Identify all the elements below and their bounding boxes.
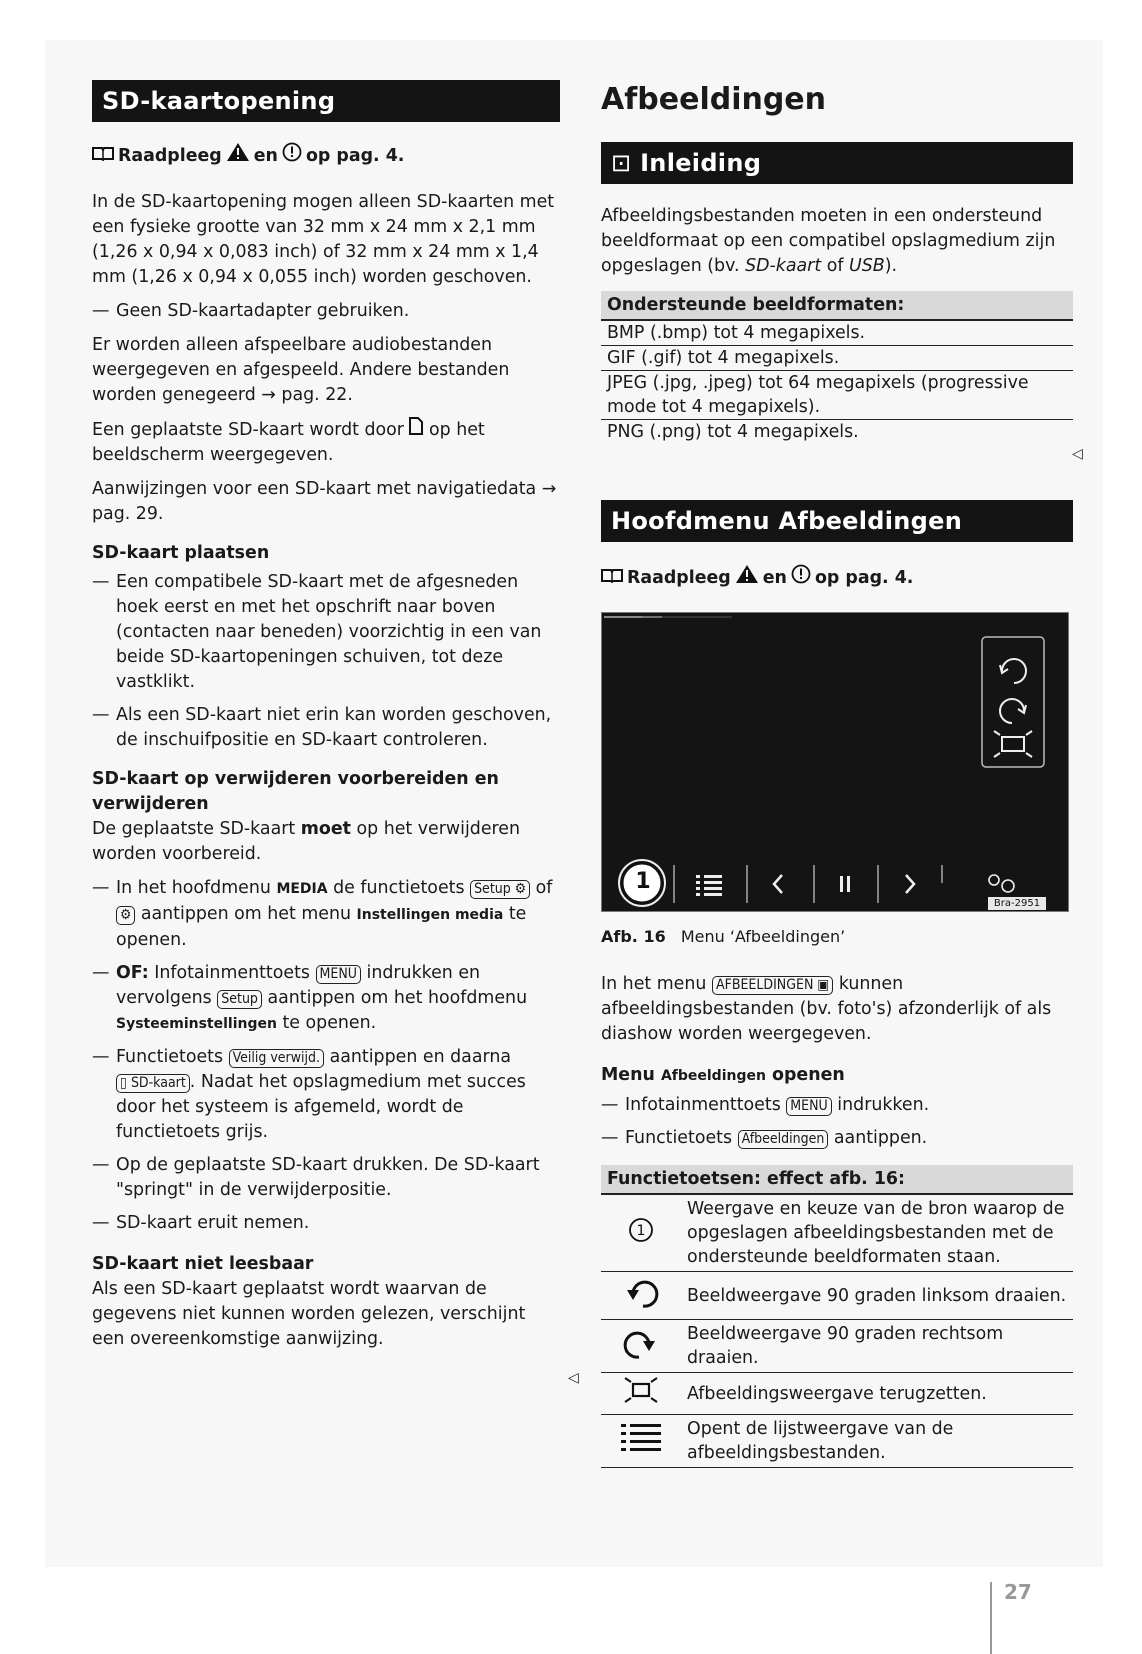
figure-caption	[601, 926, 1073, 948]
key-label: SD-kaart	[130, 1075, 186, 1091]
text-fragment: of	[535, 878, 553, 898]
ref-mid: en	[762, 567, 787, 588]
table-cell: Afbeeldingsweergave terugzetten.	[681, 1373, 1073, 1415]
figure-code: Bra-2951	[993, 898, 1041, 909]
table-row	[601, 371, 1073, 420]
setup-key: Setup	[217, 990, 262, 1009]
list-item: — Geen SD-kaartadapter gebruiken.	[92, 299, 560, 324]
pause-icon	[840, 876, 850, 892]
paragraph-verwijderen	[92, 817, 560, 867]
sd-card-icon: ▯	[120, 1075, 127, 1091]
list-item	[92, 961, 560, 1037]
text-italic: SD-kaart	[745, 256, 822, 276]
function-keys-table	[601, 1165, 1073, 1468]
text-fragment: te openen.	[282, 1013, 377, 1033]
table-row	[601, 1272, 1073, 1320]
ref-post: op pag. 4.	[814, 567, 914, 588]
paragraph-navdata: Aanwijzingen voor een SD-kaart met navigatiedata → pag. 29.	[92, 479, 557, 524]
text-emphasis: moet	[300, 819, 351, 839]
text-fragment: In het menu	[601, 974, 707, 994]
table-cell: Weergave en keuze van de bron waarop de opgeslagen afbeeldingsbestanden met de ondersteunde beeldformaten staan.	[681, 1194, 1073, 1272]
formats-table	[601, 291, 1073, 444]
text-fragment: op het beeldscherm weergegeven.	[92, 420, 485, 465]
paragraph-display	[92, 417, 560, 468]
text-fragment: aantippen om het menu	[140, 904, 352, 924]
caption-number: Afb. 16	[601, 927, 666, 946]
end-of-section-icon: ◁	[568, 1370, 579, 1386]
list-view-icon	[696, 875, 722, 896]
table-row	[601, 1320, 1073, 1373]
paragraph-leesbaar: Als een SD-kaart geplaatst wordt waarvan de gegevens niet kunnen worden gelezen, verschijnt een overeenkomstige aanwijzing.	[92, 1279, 526, 1349]
book-icon: ⊡	[611, 149, 632, 177]
menu-name: Systeeminstellingen	[116, 1016, 277, 1032]
settings-icon: ⚙	[116, 906, 135, 925]
text-italic: USB	[848, 256, 885, 276]
text-fragment: Een geplaatste SD-kaart wordt door	[92, 420, 404, 440]
book-icon	[601, 566, 623, 591]
list-item	[92, 876, 560, 953]
table-cell: Beeldweergave 90 graden rechtsom draaien.	[681, 1320, 1073, 1373]
table-row	[601, 1194, 1073, 1272]
reference-line	[601, 564, 1073, 592]
list-item: — Een compatibele SD-kaart met de afgesneden hoek eerst en met het opschrift naar boven (contacten naar beneden) voorzichtig in een van beide SD-kaartopeningen schuiven, tot deze vastklikt.	[92, 570, 560, 695]
table-row	[601, 1415, 1073, 1468]
table-row	[601, 420, 1073, 445]
images-menu-screenshot	[601, 612, 1069, 912]
reset-view-icon	[601, 1373, 681, 1415]
sd-card-icon	[409, 417, 423, 443]
settings-icon: ⚙	[514, 881, 527, 897]
table-header: Ondersteunde beeldformaten:	[601, 291, 1073, 320]
paragraph-afbeeldingen-menu	[601, 972, 1073, 1047]
warning-icon	[735, 564, 759, 592]
text-fragment: Infotainmenttoets	[625, 1095, 781, 1115]
next-icon	[906, 875, 914, 893]
menu-key: MENU	[316, 965, 361, 984]
section-title-text: Inleiding	[640, 149, 762, 177]
text-fragment: aantippen om het hoofdmenu	[267, 988, 528, 1008]
heading-plaatsen: SD-kaart plaatsen	[92, 543, 270, 563]
svg-text:1: 1	[636, 1222, 646, 1239]
list-view-icon	[601, 1415, 681, 1468]
paragraph-intro	[601, 204, 1073, 279]
list-item: — SD-kaart eruit nemen.	[92, 1211, 560, 1236]
rotate-left-icon	[601, 1272, 681, 1320]
text-fragment: of	[826, 256, 844, 276]
table-row	[601, 346, 1073, 371]
caption-text: Menu ‘Afbeeldingen’	[680, 927, 846, 946]
menu-name: Instellingen media	[356, 907, 504, 923]
dash-list-adapter	[92, 299, 560, 324]
list-item: — Als een SD-kaart niet erin kan worden geschoven, de inschuifpositie en SD-kaart controleren.	[92, 703, 560, 753]
text-fragment: aantippen en daarna	[329, 1047, 512, 1067]
table-cell: GIF (.gif) tot 4 megapixels.	[601, 346, 1073, 371]
paragraph-sd-size: In de SD-kaartopening mogen alleen SD-kaarten met een fysieke grootte van 32 mm x 24 mm x 2,1 mm (1,26 x 0,94 x 0,083 inch) of 32 mm x 24 mm x 1,4 mm (1,26 x 0,94 x 0,055 inch) worden geschoven.	[92, 192, 555, 287]
text-fragment: de functietoets	[333, 878, 465, 898]
table-cell: Beeldweergave 90 graden linksom draaien.	[681, 1272, 1073, 1320]
ref-post: op pag. 4.	[305, 145, 405, 166]
settings-icon	[989, 875, 1014, 892]
text-fragment: indrukken.	[837, 1095, 930, 1115]
ref-pre: Raadpleeg	[627, 567, 731, 588]
left-column	[92, 80, 560, 1361]
page-number: 27	[1004, 1580, 1032, 1604]
heading-leesbaar: SD-kaart niet leesbaar	[92, 1254, 314, 1274]
dash-list-verwijderen	[92, 876, 560, 1236]
table-cell: BMP (.bmp) tot 4 megapixels.	[601, 320, 1073, 346]
table-header: Functietoetsen: effect afb. 16:	[601, 1165, 1073, 1194]
text-fragment: . Nadat het opslagmedium met succes door het systeem is afgemeld, wordt de functietoets grijs.	[116, 1072, 526, 1142]
warning-icon	[226, 142, 250, 170]
heading-verwijderen: SD-kaart op verwijderen voorbereiden en verwijderen	[92, 769, 499, 814]
table-cell: Opent de lijstweergave van de afbeeldingsbestanden.	[681, 1415, 1073, 1468]
sd-card-key	[116, 1074, 190, 1093]
text-fragment: op het verwijderen worden voorbereid.	[92, 819, 521, 864]
menu-key: MENU	[786, 1097, 831, 1116]
menu-name: MEDIA	[276, 881, 328, 897]
notice-icon	[791, 564, 811, 592]
page-number-rule	[990, 1582, 992, 1654]
list-item	[601, 1126, 1073, 1151]
end-of-section-icon: ◁	[1072, 446, 1083, 462]
key-label: AFBEELDINGEN	[715, 977, 814, 993]
safe-remove-key: Veilig verwijd.	[229, 1049, 324, 1068]
callout-number: 1	[635, 869, 651, 894]
text-fragment: Functietoets	[116, 1047, 224, 1067]
table-row	[601, 1373, 1073, 1415]
afbeeldingen-key: Afbeeldingen	[738, 1130, 829, 1149]
chapter-title: Afbeeldingen	[601, 82, 827, 117]
table-cell: PNG (.png) tot 4 megapixels.	[607, 422, 859, 442]
reference-line	[92, 142, 560, 170]
menu-name: Afbeeldingen	[660, 1068, 766, 1084]
list-item	[92, 1045, 560, 1145]
ref-pre: Raadpleeg	[118, 145, 222, 166]
text-fragment: De geplaatste SD-kaart	[92, 819, 296, 839]
section-title-sd: SD-kaartopening	[92, 80, 560, 122]
notice-icon	[282, 142, 302, 170]
text-fragment: openen	[772, 1065, 845, 1085]
rotate-right-icon	[601, 1320, 681, 1373]
text-fragment: ).	[884, 256, 898, 276]
text-fragment: Infotainmenttoets	[154, 963, 310, 983]
text-fragment: indrukken en vervolgens	[116, 963, 481, 1008]
text-fragment: aantippen.	[833, 1128, 928, 1148]
paragraph-audio: Er worden alleen afspeelbare audiobestanden weergegeven en afgespeeld. Andere bestanden worden genegeerd → pag. 22.	[92, 335, 510, 405]
text-emphasis: OF:	[116, 963, 149, 983]
ref-mid: en	[253, 145, 278, 166]
setup-key	[470, 880, 530, 899]
dash-list-openen	[601, 1093, 1073, 1151]
text-fragment: kunnen afbeeldingsbestanden (bv. foto's) afzonderlijk of als diashow worden weergegeven.	[601, 974, 1052, 1044]
text-fragment: Menu	[601, 1065, 655, 1085]
rotate-right-icon	[1000, 699, 1026, 723]
dash-list-plaatsen	[92, 570, 560, 753]
rotate-left-icon	[1000, 659, 1026, 683]
text-fragment: Functietoets	[625, 1128, 733, 1148]
text-fragment: Afbeeldingsbestanden moeten in een ondersteund beeldformaat op een compatibel opslagmedium zijn opgeslagen (bv.	[601, 206, 1056, 276]
text-fragment: In het hoofdmenu	[116, 878, 271, 898]
section-title-inleiding	[601, 142, 1073, 184]
table-cell: JPEG (.jpg, .jpeg) tot 64 megapixels (progressive mode tot 4 megapixels).	[601, 371, 1073, 420]
reset-view-icon	[994, 731, 1032, 757]
right-column	[601, 80, 1073, 1468]
table-row	[601, 320, 1073, 346]
text-fragment: te openen.	[116, 904, 527, 950]
list-item: — Op de geplaatste SD-kaart drukken. De SD-kaart "springt" in de verwijderpositie.	[92, 1153, 560, 1203]
heading-menu-openen	[601, 1063, 1073, 1089]
afbeeldingen-key	[712, 976, 833, 995]
previous-icon	[774, 875, 782, 893]
image-icon: ▣	[817, 977, 830, 993]
list-item	[601, 1093, 1073, 1118]
section-title-hoofdmenu: Hoofdmenu Afbeeldingen	[601, 500, 1073, 542]
key-label: Setup	[474, 881, 511, 897]
callout-1-icon	[601, 1194, 681, 1272]
book-icon	[92, 144, 114, 169]
